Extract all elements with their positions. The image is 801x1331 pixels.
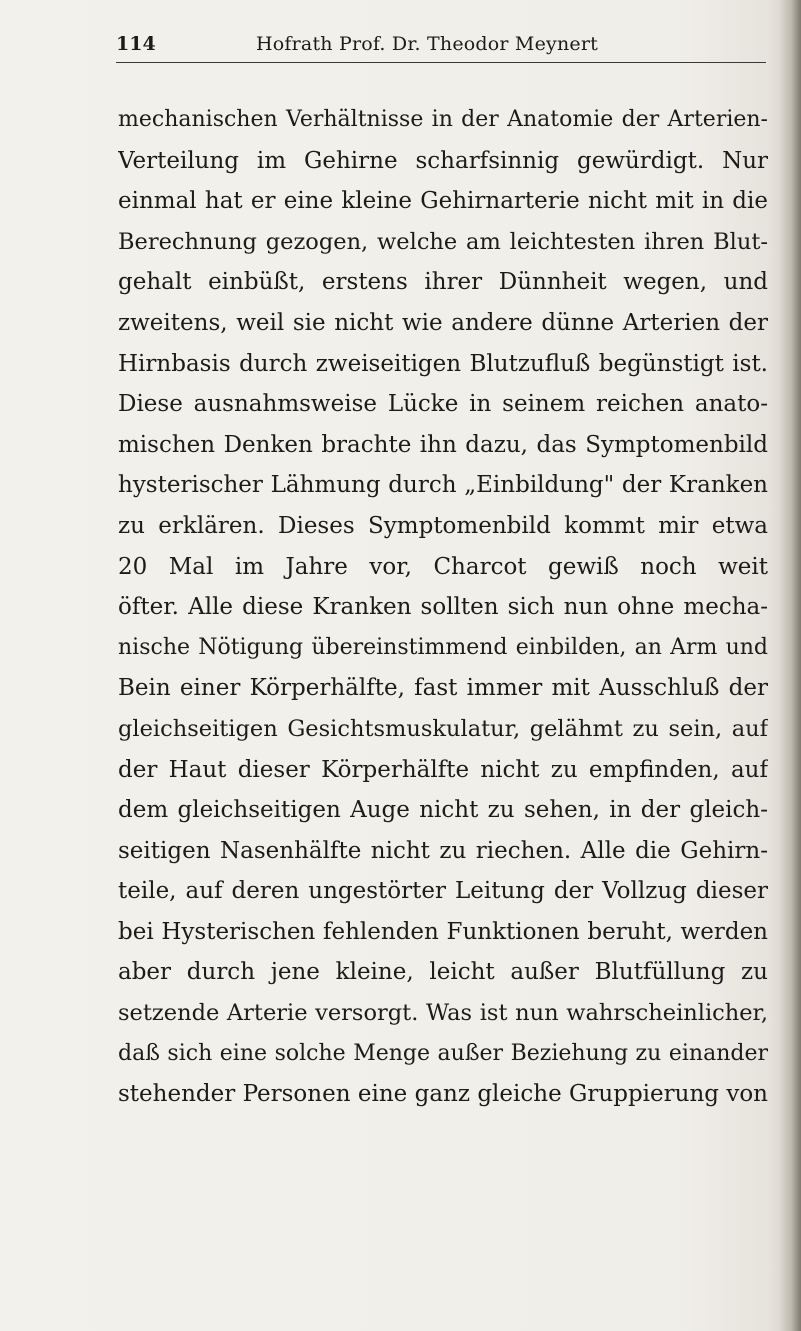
- page-header: [116, 26, 764, 62]
- text-line: Verteilung im Gehirne scharfsinnig gewürdigt. Nur: [118, 147, 768, 174]
- text-line: mechanischen Verhältnisse in der Anatomie der Arterien-: [118, 107, 768, 132]
- text-line: 20 Mal im Jahre vor, Charcot gewiß noch weit: [118, 553, 768, 580]
- text-line: stehender Personen eine ganz gleiche Gruppierung von: [118, 1081, 768, 1108]
- text-line: dem gleichseitigen Auge nicht zu sehen, in der gleich-: [118, 797, 768, 824]
- text-line: setzende Arterie versorgt. Was ist nun wahrscheinlicher,: [118, 1000, 768, 1027]
- text-line: Diese ausnahmsweise Lücke in seinem reichen anato-: [118, 391, 768, 418]
- text-line: hysterischer Lähmung durch „Einbildung" der Kranken: [118, 472, 768, 499]
- text-line: bei Hysterischen fehlenden Funktionen beruht, werden: [118, 918, 768, 945]
- text-line: zweitens, weil sie nicht wie andere dünne Arterien der: [118, 309, 768, 336]
- page-edge-shadow: [779, 0, 801, 1331]
- text-line: teile, auf deren ungestörter Leitung der Vollzug dieser: [118, 878, 768, 905]
- text-line: aber durch jene kleine, leicht außer Blutfüllung zu: [118, 959, 768, 986]
- text-line: nische Nötigung übereinstimmend einbilden, an Arm und: [118, 634, 768, 660]
- header-rule: [116, 62, 766, 63]
- text-line: Berechnung gezogen, welche am leichtesten ihren Blut-: [118, 228, 768, 255]
- text-line: zu erklären. Dieses Symptomenbild kommt mir etwa: [118, 512, 768, 539]
- text-line: mischen Denken brachte ihn dazu, das Symptomenbild: [118, 431, 768, 458]
- text-line: einmal hat er eine kleine Gehirnarterie nicht mit in die: [118, 188, 768, 215]
- text-line: öfter. Alle diese Kranken sollten sich nun ohne mecha-: [118, 594, 768, 621]
- text-line: Bein einer Körperhälfte, fast immer mit Ausschluß der: [118, 675, 768, 702]
- text-line: der Haut dieser Körperhälfte nicht zu empfinden, auf: [118, 756, 768, 783]
- running-title: Hofrath Prof. Dr. Theodor Meynert: [256, 33, 598, 55]
- text-line: gehalt einbüßt, erstens ihrer Dünnheit wegen, und: [118, 269, 768, 296]
- body-text: [118, 100, 768, 1115]
- text-line: Hirnbasis durch zweiseitigen Blutzufluß begünstigt ist.: [118, 350, 768, 377]
- text-line: daß sich eine solche Menge außer Beziehung zu einander: [118, 1040, 768, 1066]
- text-line: gleichseitigen Gesichtsmuskulatur, gelähmt zu sein, auf: [118, 715, 768, 742]
- page-number: 114: [116, 33, 156, 55]
- text-line: seitigen Nasenhälfte nicht zu riechen. Alle die Gehirn-: [118, 837, 768, 864]
